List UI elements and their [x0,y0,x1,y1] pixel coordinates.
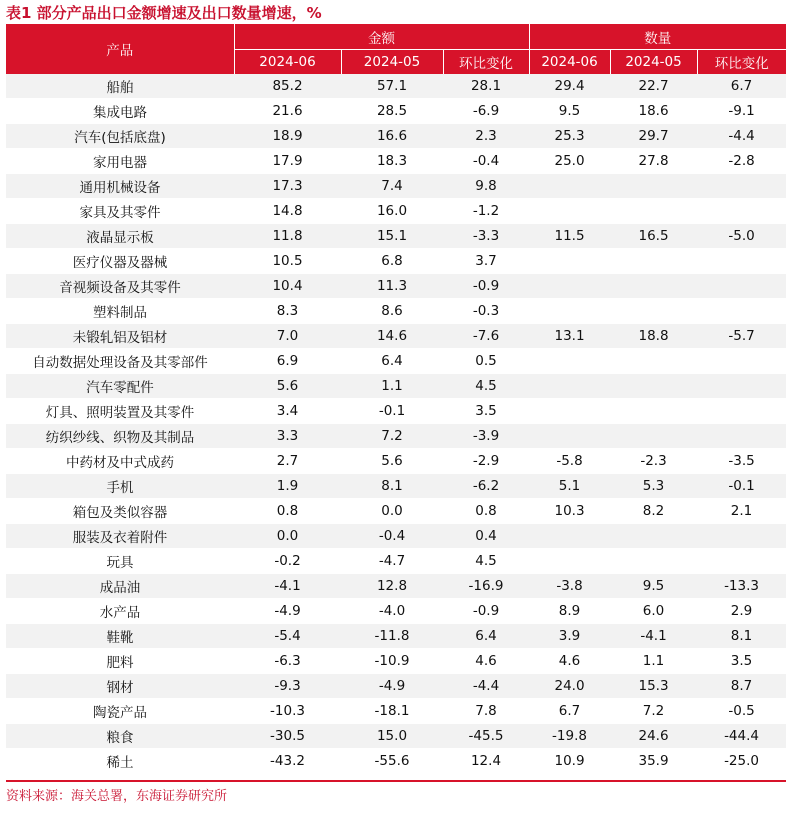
cell-quantity-mom-change [697,549,786,574]
cell-quantity-mom-change: -0.5 [697,699,786,724]
cell-quantity-2024-05: 35.9 [610,749,697,774]
cell-amount-mom-change: 0.8 [443,499,529,524]
cell-amount-mom-change: -6.9 [443,99,529,124]
cell-product-name: 汽车零配件 [6,374,234,399]
cell-amount-2024-05: 15.0 [341,724,443,749]
cell-quantity-2024-06: 10.9 [529,749,610,774]
cell-amount-mom-change: -45.5 [443,724,529,749]
cell-quantity-2024-05: 8.2 [610,499,697,524]
cell-amount-mom-change: -3.3 [443,224,529,249]
cell-quantity-mom-change [697,374,786,399]
cell-quantity-2024-06: 25.0 [529,149,610,174]
cell-amount-mom-change: 0.4 [443,524,529,549]
cell-quantity-mom-change: -44.4 [697,724,786,749]
cell-quantity-mom-change [697,524,786,549]
cell-product-name: 稀土 [6,749,234,774]
cell-quantity-2024-06 [529,174,610,199]
cell-product-name: 陶瓷产品 [6,699,234,724]
cell-amount-2024-06: 14.8 [234,199,341,224]
cell-quantity-2024-05: 5.3 [610,474,697,499]
cell-quantity-mom-change [697,274,786,299]
cell-amount-mom-change: -0.9 [443,274,529,299]
table-row [6,374,786,399]
table-row [6,399,786,424]
cell-amount-2024-06: 21.6 [234,99,341,124]
cell-amount-2024-06: -10.3 [234,699,341,724]
cell-quantity-2024-06 [529,249,610,274]
cell-quantity-2024-06: 9.5 [529,99,610,124]
cell-quantity-2024-06 [529,374,610,399]
table-row [6,174,786,199]
cell-quantity-2024-05: -4.1 [610,624,697,649]
cell-amount-2024-05: -0.4 [341,524,443,549]
cell-quantity-2024-05 [610,374,697,399]
cell-quantity-2024-06: 24.0 [529,674,610,699]
cell-quantity-2024-05 [610,274,697,299]
cell-amount-2024-06: 85.2 [234,74,341,99]
cell-amount-mom-change: -0.9 [443,599,529,624]
cell-amount-2024-06: 10.4 [234,274,341,299]
cell-quantity-2024-06: -3.8 [529,574,610,599]
cell-amount-mom-change: -4.4 [443,674,529,699]
cell-quantity-2024-06 [529,549,610,574]
cell-quantity-2024-06 [529,349,610,374]
cell-product-name: 家具及其零件 [6,199,234,224]
cell-product-name: 中药材及中式成药 [6,449,234,474]
cell-product-name: 集成电路 [6,99,234,124]
table-row [6,524,786,549]
table-row [6,749,786,774]
cell-product-name: 液晶显示板 [6,224,234,249]
cell-amount-2024-06: 17.3 [234,174,341,199]
cell-amount-2024-05: 28.5 [341,99,443,124]
cell-quantity-mom-change: -5.7 [697,324,786,349]
cell-quantity-mom-change: -4.4 [697,124,786,149]
cell-quantity-2024-05: 9.5 [610,574,697,599]
cell-quantity-2024-05 [610,174,697,199]
table-row [6,324,786,349]
cell-product-name: 手机 [6,474,234,499]
cell-amount-2024-05: 6.4 [341,349,443,374]
cell-quantity-mom-change: 3.5 [697,649,786,674]
cell-quantity-mom-change [697,199,786,224]
cell-quantity-2024-06: 8.9 [529,599,610,624]
cell-amount-mom-change: -16.9 [443,574,529,599]
header-product: 产品 [6,24,234,74]
cell-quantity-2024-06 [529,424,610,449]
cell-amount-2024-05: -4.0 [341,599,443,624]
cell-quantity-mom-change [697,424,786,449]
cell-amount-2024-05: 0.0 [341,499,443,524]
cell-amount-2024-06: -43.2 [234,749,341,774]
cell-amount-2024-06: 3.3 [234,424,341,449]
cell-product-name: 成品油 [6,574,234,599]
cell-amount-2024-05: 16.0 [341,199,443,224]
header-amount-2024-05: 2024-05 [341,50,443,75]
cell-amount-2024-05: -10.9 [341,649,443,674]
cell-quantity-2024-06 [529,524,610,549]
cell-amount-2024-06: -4.9 [234,599,341,624]
cell-quantity-2024-05: 15.3 [610,674,697,699]
cell-quantity-2024-05: 16.5 [610,224,697,249]
cell-amount-mom-change: -6.2 [443,474,529,499]
cell-quantity-2024-05: 6.0 [610,599,697,624]
cell-amount-2024-05: 14.6 [341,324,443,349]
cell-quantity-2024-05 [610,549,697,574]
cell-quantity-2024-05: 24.6 [610,724,697,749]
cell-amount-2024-05: 8.1 [341,474,443,499]
cell-quantity-2024-05: 27.8 [610,149,697,174]
cell-quantity-2024-06: 6.7 [529,699,610,724]
header-amount-2024-06: 2024-06 [234,50,341,75]
table-row [6,349,786,374]
cell-amount-mom-change: 4.6 [443,649,529,674]
cell-quantity-2024-05 [610,199,697,224]
cell-quantity-mom-change [697,174,786,199]
cell-product-name: 未锻轧铝及铝材 [6,324,234,349]
cell-quantity-2024-05 [610,424,697,449]
table-row [6,624,786,649]
cell-quantity-2024-05 [610,249,697,274]
table-row [6,99,786,124]
cell-product-name: 汽车(包括底盘) [6,124,234,149]
cell-amount-2024-05: 57.1 [341,74,443,99]
header-quantity-2024-05: 2024-05 [610,50,697,75]
cell-amount-mom-change: -0.3 [443,299,529,324]
table-row [6,549,786,574]
cell-amount-2024-05: -55.6 [341,749,443,774]
cell-quantity-mom-change: 8.7 [697,674,786,699]
cell-product-name: 水产品 [6,599,234,624]
cell-quantity-2024-05: 22.7 [610,74,697,99]
cell-product-name: 钢材 [6,674,234,699]
cell-quantity-2024-06: 13.1 [529,324,610,349]
table-bottom-rule [6,780,786,782]
cell-amount-2024-06: -30.5 [234,724,341,749]
table-body [6,74,786,774]
cell-amount-2024-06: 18.9 [234,124,341,149]
cell-quantity-2024-06: 29.4 [529,74,610,99]
cell-quantity-2024-05 [610,524,697,549]
cell-product-name: 医疗仪器及器械 [6,249,234,274]
cell-quantity-mom-change: 2.1 [697,499,786,524]
cell-quantity-2024-05 [610,299,697,324]
cell-amount-mom-change: 9.8 [443,174,529,199]
cell-product-name: 鞋靴 [6,624,234,649]
cell-product-name: 箱包及类似容器 [6,499,234,524]
cell-amount-2024-05: -4.9 [341,674,443,699]
cell-amount-2024-05: 15.1 [341,224,443,249]
cell-amount-2024-06: 6.9 [234,349,341,374]
cell-amount-2024-05: 7.4 [341,174,443,199]
cell-product-name: 纺织纱线、织物及其制品 [6,424,234,449]
cell-quantity-mom-change: -3.5 [697,449,786,474]
cell-product-name: 自动数据处理设备及其零部件 [6,349,234,374]
cell-quantity-2024-06: 10.3 [529,499,610,524]
cell-quantity-2024-06 [529,399,610,424]
header-quantity-mom-change: 环比变化 [697,50,786,75]
cell-amount-2024-05: -11.8 [341,624,443,649]
cell-product-name: 家用电器 [6,149,234,174]
cell-amount-2024-05: 11.3 [341,274,443,299]
cell-quantity-mom-change: 8.1 [697,624,786,649]
cell-amount-mom-change: -0.4 [443,149,529,174]
cell-amount-2024-06: 5.6 [234,374,341,399]
cell-amount-2024-06: 8.3 [234,299,341,324]
table-row [6,599,786,624]
table-row [6,74,786,99]
cell-quantity-2024-05 [610,399,697,424]
cell-amount-mom-change: -2.9 [443,449,529,474]
cell-amount-2024-06: 0.8 [234,499,341,524]
cell-product-name: 音视频设备及其零件 [6,274,234,299]
cell-quantity-2024-05: 18.6 [610,99,697,124]
table-row [6,124,786,149]
cell-amount-mom-change: 4.5 [443,549,529,574]
cell-quantity-2024-06: -5.8 [529,449,610,474]
table-row [6,299,786,324]
cell-quantity-2024-05: 7.2 [610,699,697,724]
cell-quantity-mom-change [697,349,786,374]
cell-amount-mom-change: -7.6 [443,324,529,349]
cell-product-name: 粮食 [6,724,234,749]
table-row [6,249,786,274]
table-row [6,424,786,449]
table-row [6,274,786,299]
header-quantity-2024-06: 2024-06 [529,50,610,75]
cell-amount-mom-change: 3.7 [443,249,529,274]
cell-quantity-2024-06: 25.3 [529,124,610,149]
table-row [6,224,786,249]
cell-amount-2024-06: 1.9 [234,474,341,499]
cell-amount-2024-06: -5.4 [234,624,341,649]
cell-amount-mom-change: -3.9 [443,424,529,449]
header-group-quantity: 数量 [529,24,786,50]
cell-product-name: 通用机械设备 [6,174,234,199]
cell-amount-mom-change: 4.5 [443,374,529,399]
cell-amount-2024-05: -18.1 [341,699,443,724]
cell-quantity-2024-06 [529,199,610,224]
cell-quantity-mom-change: 6.7 [697,74,786,99]
cell-quantity-2024-06: 3.9 [529,624,610,649]
table-row [6,199,786,224]
cell-amount-2024-05: 8.6 [341,299,443,324]
cell-quantity-2024-05 [610,349,697,374]
cell-quantity-2024-05: 18.8 [610,324,697,349]
cell-quantity-mom-change [697,249,786,274]
cell-quantity-2024-06: -19.8 [529,724,610,749]
table-row [6,674,786,699]
cell-quantity-mom-change: -13.3 [697,574,786,599]
cell-quantity-2024-05: 29.7 [610,124,697,149]
cell-product-name: 灯具、照明装置及其零件 [6,399,234,424]
cell-product-name: 塑料制品 [6,299,234,324]
cell-amount-2024-06: -0.2 [234,549,341,574]
cell-quantity-2024-06: 4.6 [529,649,610,674]
cell-quantity-2024-05: -2.3 [610,449,697,474]
cell-quantity-mom-change [697,399,786,424]
header-amount-mom-change: 环比变化 [443,50,529,75]
cell-amount-2024-06: 3.4 [234,399,341,424]
cell-quantity-2024-06: 5.1 [529,474,610,499]
cell-amount-2024-06: 7.0 [234,324,341,349]
table-row [6,499,786,524]
table-row [6,449,786,474]
cell-quantity-mom-change: -0.1 [697,474,786,499]
cell-amount-2024-05: 6.8 [341,249,443,274]
table-row [6,649,786,674]
cell-amount-mom-change: 12.4 [443,749,529,774]
cell-product-name: 船舶 [6,74,234,99]
table-row [6,574,786,599]
cell-quantity-mom-change: -25.0 [697,749,786,774]
cell-amount-mom-change: 28.1 [443,74,529,99]
table-row [6,724,786,749]
cell-product-name: 玩具 [6,549,234,574]
cell-quantity-mom-change: 2.9 [697,599,786,624]
cell-amount-2024-06: 10.5 [234,249,341,274]
cell-quantity-mom-change [697,299,786,324]
cell-amount-mom-change: 3.5 [443,399,529,424]
cell-quantity-mom-change: -2.8 [697,149,786,174]
cell-amount-2024-06: 2.7 [234,449,341,474]
cell-amount-2024-05: 1.1 [341,374,443,399]
cell-amount-2024-06: 11.8 [234,224,341,249]
cell-amount-2024-05: -4.7 [341,549,443,574]
cell-amount-2024-05: 18.3 [341,149,443,174]
cell-amount-mom-change: 6.4 [443,624,529,649]
cell-quantity-mom-change: -5.0 [697,224,786,249]
cell-product-name: 服装及衣着附件 [6,524,234,549]
table-title: 表1 部分产品出口金额增速及出口数量增速，% [6,4,322,22]
cell-amount-mom-change: 7.8 [443,699,529,724]
header-group-amount: 金额 [234,24,529,50]
cell-amount-2024-05: 16.6 [341,124,443,149]
source-note: 资料来源：海关总署，东海证券研究所 [6,789,228,804]
cell-quantity-mom-change: -9.1 [697,99,786,124]
cell-amount-2024-05: 7.2 [341,424,443,449]
cell-amount-2024-06: 0.0 [234,524,341,549]
cell-amount-2024-05: 5.6 [341,449,443,474]
cell-amount-2024-05: -0.1 [341,399,443,424]
table-row [6,149,786,174]
cell-quantity-2024-05: 1.1 [610,649,697,674]
cell-quantity-2024-06 [529,274,610,299]
table-row [6,699,786,724]
table-row [6,474,786,499]
cell-amount-2024-06: 17.9 [234,149,341,174]
cell-quantity-2024-06 [529,299,610,324]
cell-amount-2024-05: 12.8 [341,574,443,599]
cell-quantity-2024-06: 11.5 [529,224,610,249]
export-growth-table [6,24,786,774]
cell-amount-mom-change: 2.3 [443,124,529,149]
cell-amount-2024-06: -4.1 [234,574,341,599]
cell-amount-2024-06: -6.3 [234,649,341,674]
cell-product-name: 肥料 [6,649,234,674]
cell-amount-mom-change: 0.5 [443,349,529,374]
cell-amount-2024-06: -9.3 [234,674,341,699]
cell-amount-mom-change: -1.2 [443,199,529,224]
